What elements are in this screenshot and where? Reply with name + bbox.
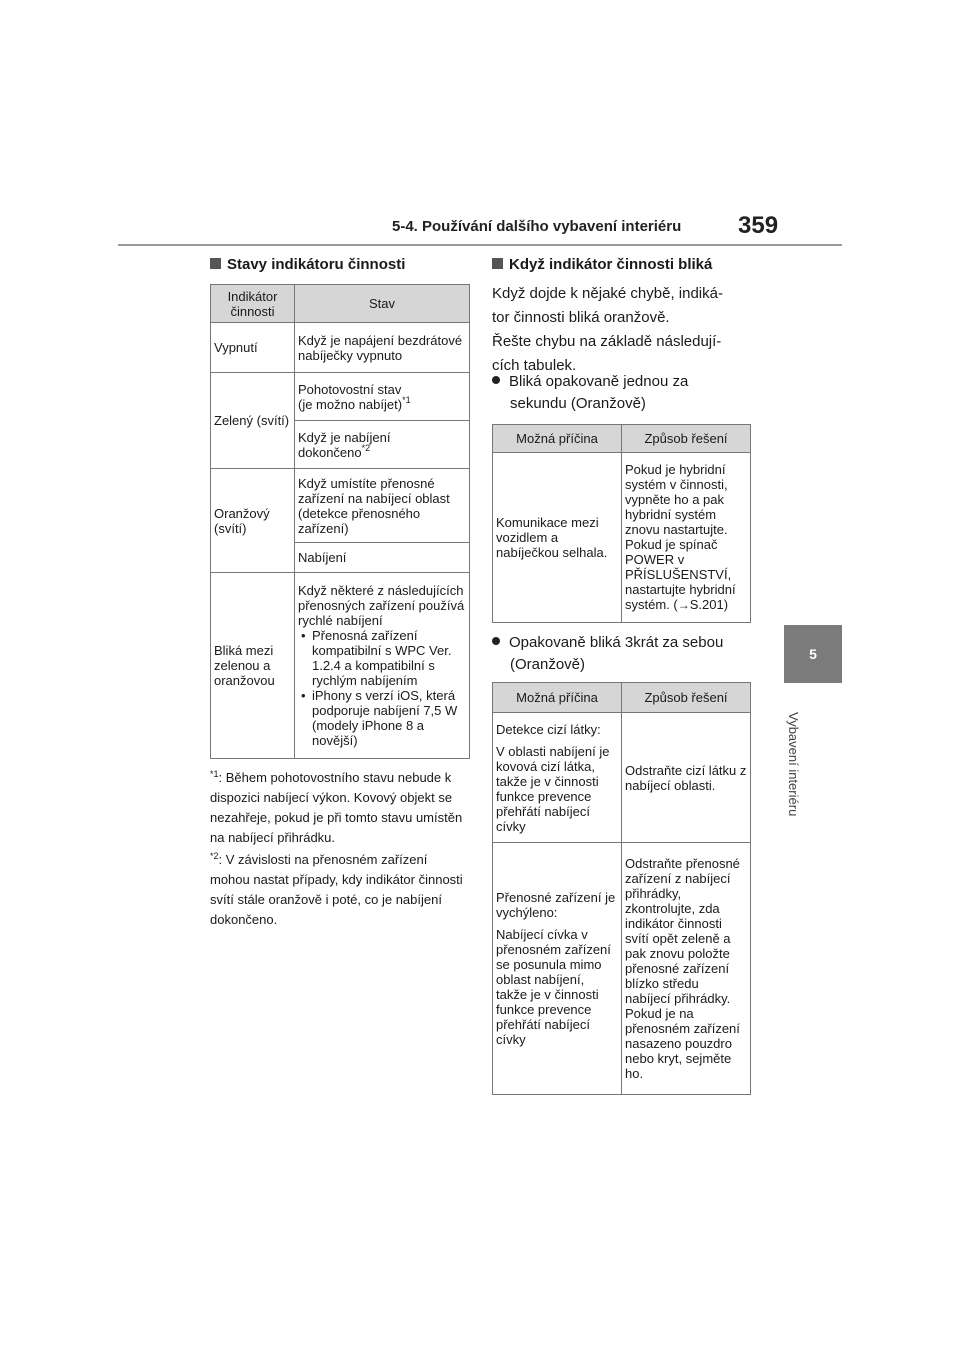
indicator-states-table bbox=[210, 284, 470, 759]
footnote-2-text: V závislosti na přenosném zařízení mohou nastat případy, kdy indikátor činnosti svítí stále oranžově i poté, co je nabíjení dokončeno. bbox=[210, 852, 463, 927]
table2-cause-2-text: Nabíjecí cívka v přenosném zařízení se posunula mimo oblast nabíjení, takže je v činnosti funkce prevence přehřátí nabíjecí cívky bbox=[496, 927, 611, 1047]
green-standby-text: Pohotovostní stav bbox=[298, 381, 402, 397]
table-header-state: Stav bbox=[295, 285, 470, 323]
row-state-off: Když je napájení bezdrátové nabíječky vypnuto bbox=[295, 323, 470, 373]
chapter-number: 5 bbox=[809, 646, 817, 662]
table1-header-remedy: Způsob řešení bbox=[622, 425, 751, 453]
row-state-green-standby bbox=[295, 373, 470, 421]
footnote-1-mark: *1 bbox=[210, 769, 219, 779]
table1-header-cause: Možná příčina bbox=[493, 425, 622, 453]
row-state-orange-detect: Když umístíte přenosné zařízení na nabíjecí oblast (detekce přenosného zařízení) bbox=[295, 469, 470, 543]
bullet-1-line-1: Bliká opakovaně jednou za bbox=[509, 373, 689, 390]
footnote-ref-1: *1 bbox=[402, 394, 411, 405]
footnote-1: $^{*1}$: Během pohotovostního stavu nebude k dispozici nabíjecí výkon. Kovový objekt se nezahřeje, pokud je při tomto stavu umístěn na nabíjecí přihrádku. bbox=[210, 769, 463, 845]
bullet-dot-icon bbox=[492, 376, 500, 384]
table2-cause-1-title: Detekce cizí látky: bbox=[496, 721, 601, 737]
chapter-label: Vybavení interiéru bbox=[786, 712, 801, 817]
table-header-indicator: Indikátor činnosti bbox=[211, 285, 295, 323]
footnote-1-text: Během pohotovostního stavu nebude k dispozici nabíjecí výkon. Kovový objekt se nezahřeje, pokud je při tomto stavu umístěn na nabíjecí přihrádku. bbox=[210, 770, 463, 845]
row-state-green-done bbox=[295, 421, 470, 469]
table1-remedy-text: Pokud je hybridní systém v činnosti, vypněte ho a pak hybridní systém znovu nastartujte. Pokud je spínač POWER v PŘÍSLUŠENSTVÍ, nastartujte hybridní systém. ( bbox=[625, 462, 736, 612]
error-table-1 bbox=[492, 424, 751, 623]
table2-header-cause: Možná příčina bbox=[493, 683, 622, 713]
table1-page-ref[interactable]: S.201) bbox=[689, 597, 729, 612]
intro-line-1: Když dojde k nějaké chybě, indiká- bbox=[492, 285, 723, 302]
chapter-tab bbox=[784, 625, 842, 683]
heading-square-icon bbox=[210, 258, 221, 269]
section-title: 5-4. Používání dalšího vybavení interiéru bbox=[392, 218, 682, 235]
footnote-2: $^{*2}$: V závislosti na přenosném zařízení mohou nastat případy, kdy indikátor činnosti svítí stále oranžově i poté, co je nabíjení dokončeno. bbox=[210, 851, 463, 927]
chapter-label-container bbox=[773, 712, 813, 832]
intro-line-2: tor činnosti bliká oranžově. bbox=[492, 309, 670, 326]
row-label-orange: Oranžový (svítí) bbox=[211, 469, 295, 573]
row-label-off: Vypnutí bbox=[211, 323, 295, 373]
table2-header-remedy: Způsob řešení bbox=[622, 683, 751, 713]
bullet-blink-three bbox=[492, 632, 723, 676]
table1-remedy bbox=[622, 453, 751, 623]
row-state-orange-charging: Nabíjení bbox=[295, 543, 470, 573]
right-heading-text: Když indikátor činnosti bliká bbox=[509, 256, 713, 273]
header-divider bbox=[118, 244, 842, 246]
row-label-green: Zelený (svítí) bbox=[211, 373, 295, 469]
table2-remedy-2: Odstraňte přenosné zařízení z nabíjecí přihrádky, zkontrolujte, zda indikátor činnosti svítí opět zeleně a pak znovu položte přenosné zařízení blízko středu nabíjecí přihrádky. Pokud je na přenosném zařízení nasazeno pouzdro nebo kryt, sejměte ho. bbox=[622, 843, 751, 1095]
left-section-heading bbox=[210, 256, 405, 273]
bullet-blink-once bbox=[492, 371, 688, 415]
bullet-2-line-1: Opakovaně bliká 3krát za sebou bbox=[509, 634, 724, 651]
bullet-dot-icon-2 bbox=[492, 637, 500, 645]
arrow-right-icon: → bbox=[677, 598, 690, 612]
heading-square-icon-2 bbox=[492, 258, 503, 269]
row-label-blinking: Bliká mezi zelenou a oranžovou bbox=[211, 573, 295, 759]
table2-cause-2-title: Přenosné zařízení je vychýleno: bbox=[496, 890, 616, 920]
green-standby-text-b: (je možno nabíjet) bbox=[298, 396, 403, 412]
table2-remedy-1: Odstraňte cizí látku z nabíjecí oblasti. bbox=[622, 713, 751, 843]
table2-cause-1-text: V oblasti nabíjení je kovová cizí látka, takže je v činnosti funkce prevence přehřátí nabíjecí cívky bbox=[496, 743, 610, 834]
row-state-blinking bbox=[295, 573, 470, 759]
blinking-bullet-2: • iPhony s verzí iOS, která podporuje nabíjení 7,5 W (modely iPhone 8 a novější) bbox=[298, 688, 466, 748]
blinking-bullet-1: • Přenosná zařízení kompatibilní s WPC Ver. 1.2.4 a kompatibilní s rychlým nabíjením bbox=[298, 628, 466, 688]
table1-cause: Komunikace mezi vozidlem a nabíječkou selhala. bbox=[493, 453, 622, 623]
error-table-2 bbox=[492, 682, 751, 1095]
blinking-intro: Když některé z následujících přenosných zařízení používá rychlé nabíjení bbox=[298, 583, 465, 628]
page-number: 359 bbox=[738, 212, 779, 239]
intro-line-4: cích tabulek. bbox=[492, 357, 577, 374]
right-section-heading bbox=[492, 256, 712, 273]
bullet-2-line-2: (Oranžově) bbox=[510, 656, 586, 673]
intro-line-3: Řešte chybu na základě následují- bbox=[492, 333, 722, 350]
footnote-ref-2: *2 bbox=[361, 442, 371, 453]
table2-cause-1 bbox=[493, 713, 622, 843]
green-done-text: Když je nabíjení dokončeno bbox=[298, 429, 391, 460]
table2-cause-2 bbox=[493, 843, 622, 1095]
bullet-1-line-2: sekundu (Oranžově) bbox=[510, 395, 646, 412]
left-heading-text: Stavy indikátoru činnosti bbox=[227, 256, 406, 273]
footnote-2-mark: *2 bbox=[210, 851, 219, 861]
